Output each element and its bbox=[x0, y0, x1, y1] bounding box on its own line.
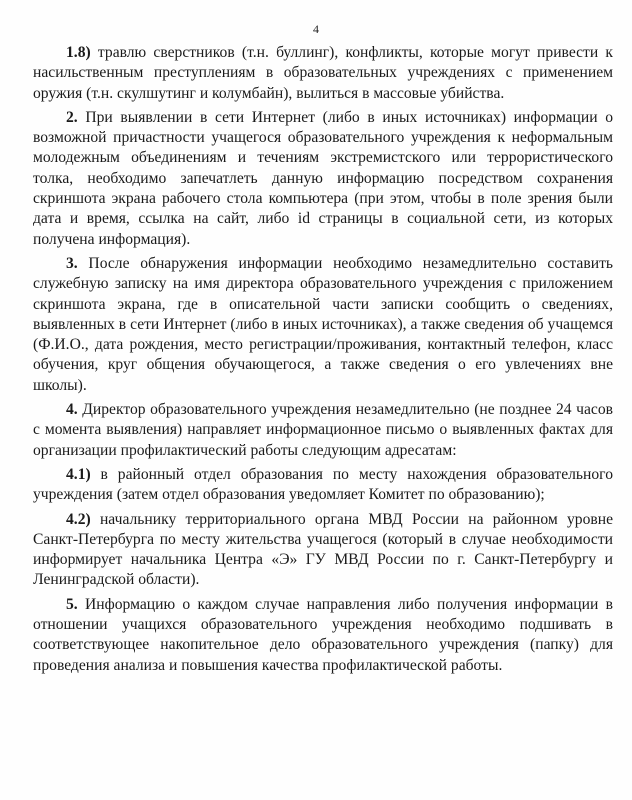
paragraph-4-1 bbox=[33, 465, 613, 506]
paragraph-3 bbox=[33, 254, 613, 396]
paragraph-text: После обнаружения информации необходимо незамедлительно составить служебную записку на имя директора образовательного учреждения с приложением скриншота экрана, где в описательной части записки сообщить о сведениях, выявленных в сети Интернет (либо в иных источниках), а также сведения об учащемся (Ф.И.О., дата рождения, место регистрации/проживания, контактный телефон, класс обучения, круг общения обучающегося, а также сведения о его увлечениях вне школы). bbox=[33, 254, 613, 394]
document-body bbox=[33, 43, 613, 680]
paragraph-number: 4.2) bbox=[66, 510, 91, 528]
paragraph-number: 4.1) bbox=[66, 465, 91, 483]
paragraph-4 bbox=[33, 400, 613, 461]
paragraph-number: 5. bbox=[66, 595, 78, 613]
paragraph-5 bbox=[33, 595, 613, 676]
paragraph-text: При выявлении в сети Интернет (либо в иных источниках) информации о возможной причастности учащегося образовательного учреждения к неформальным молодежным объединениям и течениям экстремистского или террористического толка, необходимо запечатлеть данную информацию посредством сохранения скриншота экрана рабочего стола компьютера (при этом, чтобы в поле зрения были дата и время, ссылка на сайт, либо id страницы в социальной сети, из которых получена информация). bbox=[33, 108, 613, 248]
paragraph-text: в районный отдел образования по месту нахождения образовательного учреждения (затем отдел образования уведомляет Комитет по образованию); bbox=[33, 465, 613, 504]
paragraph-number: 2. bbox=[66, 108, 78, 126]
paragraph-4-2 bbox=[33, 510, 613, 591]
paragraph-1-8 bbox=[33, 43, 613, 104]
paragraph-text: начальнику территориального органа МВД России на районном уровне Санкт-Петербурга по месту жительства учащегося (который в случае необходимости информирует начальника Центра «Э» ГУ МВД России по г. Санкт-Петербургу и Ленинградской области). bbox=[33, 510, 613, 589]
paragraph-2 bbox=[33, 108, 613, 250]
paragraph-text: Информацию о каждом случае направления либо получения информации в отношении учащихся образовательного учреждения необходимо подшивать в соответствующее накопительное дело образовательного учреждения (папку) для проведения анализа и повышения качества профилактической работы. bbox=[33, 595, 613, 674]
paragraph-text: травлю сверстников (т.н. буллинг), конфликты, которые могут привести к насильственным преступлениям в образовательных учреждениях с применением оружия (т.н. скулшутинг и колумбайн), вылиться в массовые убийства. bbox=[33, 44, 613, 102]
paragraph-number: 3. bbox=[66, 254, 78, 272]
paragraph-number: 4. bbox=[66, 401, 78, 419]
paragraph-number: 1.8) bbox=[66, 44, 91, 61]
page-number: 4 bbox=[313, 22, 319, 36]
paragraph-text: Директор образовательного учреждения незамедлительно (не позднее 24 часов с момента выявления) направляет информационное письмо о выявленных фактах для организации профилактический работы следующим адресатам: bbox=[33, 401, 613, 459]
